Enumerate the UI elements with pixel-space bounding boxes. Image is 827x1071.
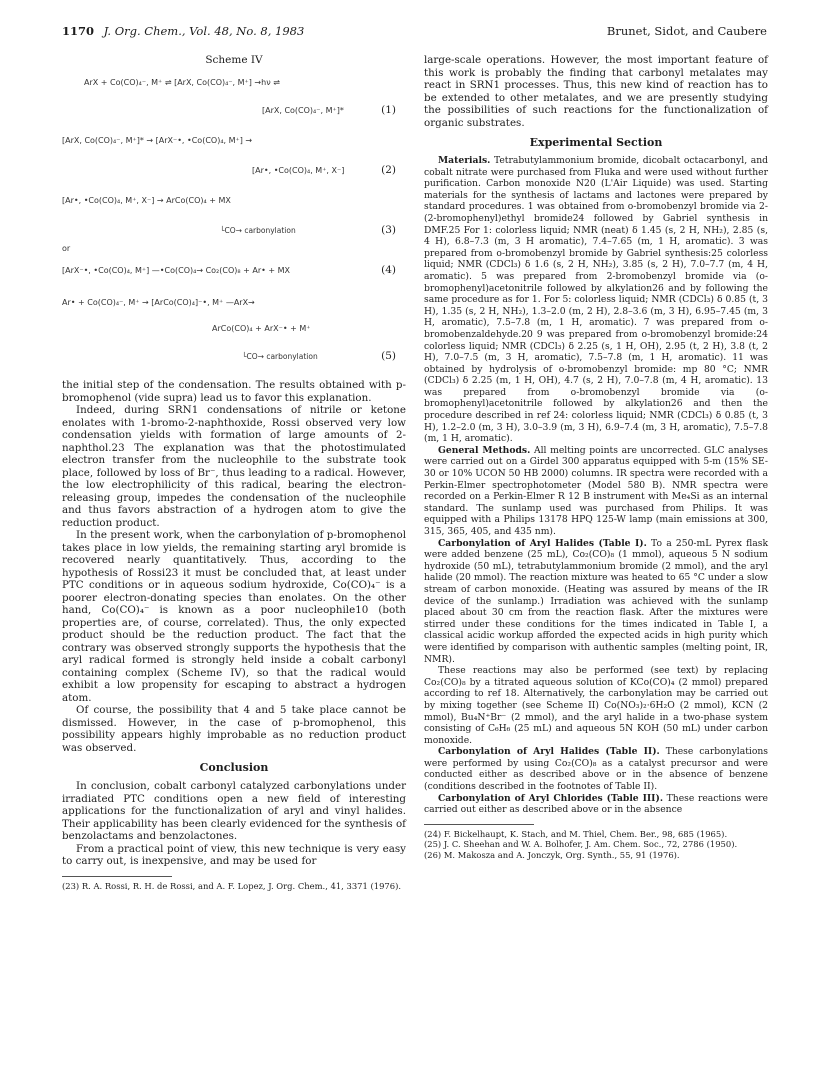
right-column (424, 54, 768, 860)
paragraph-table-iii (424, 793, 768, 816)
table-i-text: To a 250-mL Pyrex flask were added benzene (25 mL), Co₂(CO)₈ (1 mmol), aqueous 5 N sodium hydroxide (50 mL), tetrabutylammonium bromide (2 mmol), and the aryl halide (20 mmol). The reaction mixture was heated to 65 °C under a slow stream of carbon monoxide. (Heating was assured by means of the IR device of the sunlamp.) Irradiation was achieved with the sunlamp placed about 30 cm from the reaction flask. After the mixtures were stirred under these conditions for the times indicated in Table I, a classical acidic workup afforded the expected acids in high purity which were identified by comparison with authentic samples (melting point, IR, NMR). (424, 537, 769, 665)
scheme-reaction-5: Ar• + Co(CO)₄⁻, M⁺ → [ArCo(CO)₄]⁻•, M⁺ —ArX→ (62, 298, 255, 307)
running-authors: Brunet, Sidot, and Caubere (606, 24, 767, 38)
footnote-rule (424, 824, 534, 825)
runin-heading-materials: Materials. (438, 155, 491, 166)
section-heading-experimental: Experimental Section (529, 136, 663, 149)
runin-heading-table-ii: Carbonylation of Aryl Halides (Table II). (438, 746, 660, 758)
paragraph: From a practical point of view, this new technique is very easy to carry out, is inexpensive, and may be used for (62, 842, 406, 867)
general-text: All melting points are uncorrected. GLC analyses were carried out on a Girdel 300 apparatus equipped with 5-m (15% SE-30 or 10% UCON 50 HB 2000) columns. IR spectra were recorded with a Perkin-Elmer spectrophotometer (Model 580 B). NMR spectra were recorded on a Perkin-Elmer R 12 B instrument with Me₄Si as an internal standard. The sunlamp used was purchased from Philips. It was equipped with a Philips 13178 HPQ 125-W lamp (main emissions at 300, 315, 365, 405, and 435 nm). (424, 444, 768, 537)
equation-number-3: (3) (381, 224, 396, 236)
page-number: 1170 (62, 24, 95, 38)
footnote-24: (24) F. Bickelhaupt, K. Stach, and M. Thiel, Chem. Ber., 98, 685 (1965). (424, 828, 728, 839)
scheme-reaction-2: [ArX, Co(CO)₄⁻, M⁺]* → [ArX⁻•, •Co(CO)₄, M⁺] → (62, 136, 253, 145)
footnote-26: (26) M. Makosza and A. Jonczyk, Org. Synth., 55, 91 (1976). (424, 849, 680, 860)
footnote-25: (25) J. C. Sheehan and W. A. Bolhofer, J. Am. Chem. Soc., 72, 2786 (1950). (424, 839, 738, 850)
paragraph: In the present work, when the carbonylation of p-bromophenol takes place in low yields, the remaining starting aryl bromide is recovered nearly quantitatively. Thus, according to the hypothesis of Rossi23 it must be concluded that, at least under PTC conditions or in aqueous sodium hydroxide, Co(CO)₄⁻ is a poorer electron-donating species than enolates. On the other hand, Co(CO)₄⁻ is known as a poor nucleophile10 (both properties are, of course, correlated). Thus, the only expected product should be the reduction product. The fact that the contrary was observed strongly supports the hypothesis that the aryl radical formed is strongly held inside a cobalt carbonyl containing complex (Scheme IV), so that the radical would exhibit a low propensity for escaping to abstract a hydrogen atom. (62, 529, 406, 704)
footnote-rule (62, 876, 172, 877)
section-heading-conclusion: Conclusion (199, 761, 269, 774)
paragraph: Of course, the possibility that 4 and 5 take place cannot be dismissed. However, in the case of p-bromophenol, this possibility appears highly improbable as no reduction product was observed. (62, 704, 406, 754)
scheme-reaction-5b: ArCo(CO)₄ + ArX⁻• + M⁺ (212, 324, 311, 333)
runin-heading-general: General Methods. (438, 444, 531, 456)
paragraph: large-scale operations. However, the most important feature of this work is probably the finding that carbonyl metalates may react in SRN1 processes. Thus, this new kind of reaction has to be extended to other metalates, and we are presently studying the possibilities of such reactions for the functionalization of organic substrates. (424, 54, 768, 129)
paragraph-materials (424, 155, 768, 445)
equation-number-4: (4) (381, 264, 396, 276)
paragraph-general-methods (424, 445, 768, 538)
scheme-reaction-1b: [ArX, Co(CO)₄⁻, M⁺]* (262, 106, 344, 115)
scheme-title: Scheme IV (205, 54, 263, 66)
scheme-reaction-4: [ArX⁻•, •Co(CO)₄, M⁺] —•Co(CO)₄→ Co₂(CO)₈ + Ar• + MX (62, 266, 291, 275)
paragraph: In conclusion, cobalt carbonyl catalyzed carbonylations under irradiated PTC conditions open a new field of interesting applications for the functionalization of aryl and vinyl halides. Their applicability has been clearly evidenced for the synthesis of benzolactams and benzolactones. (62, 780, 406, 842)
journal-citation (62, 24, 304, 38)
runin-heading-table-iii: Carbonylation of Aryl Chlorides (Table III). (438, 792, 664, 804)
equation-number-1: (1) (381, 104, 396, 116)
scheme-reaction-5-carbonylation: └CO→ carbonylation (242, 352, 318, 361)
paragraph: Indeed, during SRN1 condensations of nitrile or ketone enolates with 1-bromo-2-naphthoxide, Rossi observed very low condensation yields with formation of large amounts of 2-naphthol.23 The explanation was that the photostimulated electron transfer from the nucleophile to the substrate took place, followed by loss of Br⁻, thus leading to a radical. However, the low electrophilicity of this radical, bearing the electron-releasing group, impedes the condensation of the nucleophile and thus favors abstraction of a hydrogen atom to give the reduction product. (62, 404, 406, 529)
paragraph-table-i (424, 538, 768, 666)
scheme-reaction-1: ArX + Co(CO)₄⁻, M⁺ ⇌ [ArX, Co(CO)₄⁻, M⁺] →hν ⇌ (84, 78, 280, 87)
left-column (62, 54, 406, 891)
paragraph: the initial step of the condensation. The results obtained with p-bromophenol (vide supra) lead us to favor this explanation. (62, 379, 406, 404)
scheme-reaction-3: [Ar•, •Co(CO)₄, M⁺, X⁻] → ArCo(CO)₄ + MX (62, 196, 231, 205)
scheme-or: or (62, 244, 71, 253)
page-header (62, 24, 767, 42)
runin-heading-table-i: Carbonylation of Aryl Halides (Table I). (438, 537, 647, 549)
scheme-iv (62, 54, 406, 379)
footnote-23: (23) R. A. Rossi, R. H. de Rossi, and A. F. Lopez, J. Org. Chem., 41, 3371 (1976). (62, 880, 401, 891)
paragraph-table-ii (424, 746, 768, 792)
materials-text: Tetrabutylammonium bromide, dicobalt octacarbonyl, and cobalt nitrate were purchased from Fluka and were used without further purification. Carbon monoxide N20 (L'Air Liquide) was used. Starting materials for the synthesis of lactams and lactones were prepared by standard procedures. 1 was obtained from o-bromobenzyl bromide via 2-(2-bromophenyl)ethyl bromide24 followed by Gabriel synthesis in DMF.25 For 1: colorless liquid; NMR (neat) δ 1.45 (s, 2 H, NH₂), 2.85 (s, 4 H), 6.8–7.3 (m, 3 H aromatic), 7.4–7.65 (m, 1 H, aromatic). 3 was prepared from o-bromobenzyl bromide by Gabriel synthesis:25 colorless liquid; NMR (CDCl₃) δ 1.6 (s, 2 H, NH₂), 3.85 (s, 2 H), 7.0–7.7 (m, 4 H, aromatic). 5 was prepared from 2-bromobenzyl bromide via (o-bromophenyl)acetonitrile followed by alkylation26 and by following the same procedure as for 1. For 5: colorless liquid; NMR (CDCl₃) δ 0.85 (t, 3 H), 1.35 (s, 2 H, NH₂), 1.3–2.0 (m, 2 H), 2.8–3.6 (m, 3 H), 6.95–7.45 (m, 3 H, aromatic), 7.5–7.8 (m, 1 H, aromatic). 7 was prepared from o-bromobenzaldehyde.20 9 was prepared from o-bromobenzyl bromide:24 colorless liquid; NMR (CDCl₃) δ 2.25 (s, 1 H, OH), 2.95 (t, 2 H), 3.8 (t, 2 H), 7.0–7.5 (m, 3 H, aromatic), 7.5–7.8 (m, 1 H, aromatic). 11 was obtained by hydrolysis of o-bromobenzyl bromide: mp 80 °C; NMR (CDCl₃) δ 2.25 (m, 1 H, OH), 4.7 (s, 2 H), 7.0–7.8 (m, 4 H, aromatic). 13 was prepared from o-bromobenzyl bromide via (o-bromophenyl)acetonitrile followed by alkylation26 and then the procedure described in ref 24: colorless liquid; NMR (CDCl₃) δ 0.85 (t, 3 H), 1.2–2.0 (m, 3 H), 3.0–3.9 (m, 3 H), 6.9–7.4 (m, 3 H, aromatic), 7.5–7.8 (m, 1 H, aromatic). (424, 155, 768, 445)
paragraph-alternative: These reactions may also be performed (see text) by replacing Co₂(CO)₈ by a titrated aqueous solution of KCo(CO)₄ (2 mmol) prepared according to ref 18. Alternatively, the carbonylation may be carried out by mixing together (see Scheme II) Co(NO₃)₂·6H₂O (2 mmol), KCN (2 mmol), Bu₄N⁺Br⁻ (2 mmol), and the aryl halide in a two-phase system consisting of C₆H₆ (25 mL) and aqueous 5N KOH (50 mL) under carbon monoxide. (424, 665, 768, 746)
journal-name: J. Org. Chem., Vol. 48, No. 8, 1983 (103, 24, 305, 38)
equation-number-2: (2) (381, 164, 396, 176)
table-iii-text: These reactions were carried out either as described above or in the absence (424, 792, 768, 816)
table-ii-text: These carbonylations were performed by using Co₂(CO)₈ as a catalyst precursor and were conducted either as described above or in the absence of benzene (conditions described in the footnotes of Table II). (424, 746, 768, 793)
scheme-reaction-3-carbonylation: └CO→ carbonylation (220, 226, 296, 235)
equation-number-5: (5) (381, 350, 396, 362)
scheme-reaction-2b: [Ar•, •Co(CO)₄, M⁺, X⁻] (252, 166, 345, 175)
